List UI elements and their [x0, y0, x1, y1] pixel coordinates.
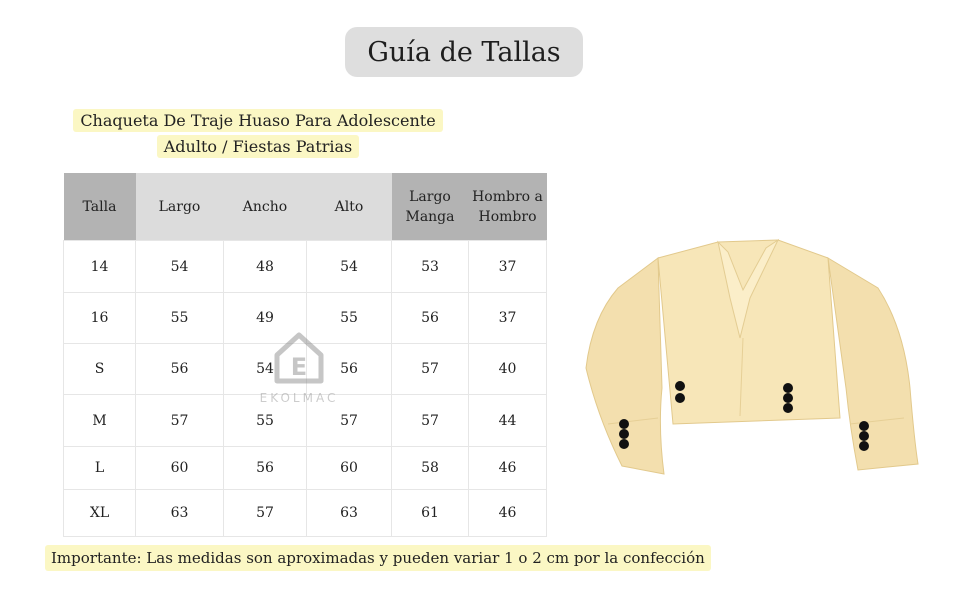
cell-ancho: 57 — [224, 490, 307, 537]
header-largo-manga-line-1: Largo — [409, 188, 451, 205]
button-dot — [859, 431, 869, 441]
button-dot — [675, 381, 685, 391]
table-header-row — [64, 173, 547, 241]
button-dot — [619, 419, 629, 429]
cell-largo: 57 — [136, 395, 224, 447]
cell-alto: 57 — [307, 395, 392, 447]
cell-talla: XL — [64, 490, 136, 537]
important-note-text: Importante: Las medidas son aproximadas y pueden variar 1 o 2 cm por la confección — [45, 545, 711, 571]
cell-largo-manga: 57 — [392, 395, 469, 447]
cell-hombro: 44 — [469, 395, 547, 447]
cell-ancho: 55 — [224, 395, 307, 447]
cell-hombro: 46 — [469, 490, 547, 537]
cell-talla: S — [64, 344, 136, 395]
cell-hombro: 46 — [469, 447, 547, 490]
cell-talla: M — [64, 395, 136, 447]
button-dot — [619, 429, 629, 439]
header-ancho: Ancho — [224, 173, 307, 241]
cell-largo-manga: 57 — [392, 344, 469, 395]
cell-largo: 56 — [136, 344, 224, 395]
button-dot — [783, 403, 793, 413]
product-subtitle — [60, 108, 456, 160]
watermark — [244, 329, 354, 405]
important-note — [45, 549, 711, 567]
page-title — [345, 27, 583, 77]
cell-largo: 55 — [136, 293, 224, 344]
cell-largo: 60 — [136, 447, 224, 490]
cell-largo: 54 — [136, 241, 224, 293]
cell-hombro: 37 — [469, 241, 547, 293]
button-dot — [783, 383, 793, 393]
button-dot — [675, 393, 685, 403]
header-largo-manga — [392, 173, 469, 241]
page-title-text: Guía de Tallas — [367, 36, 561, 68]
button-dot — [859, 421, 869, 431]
cell-hombro: 37 — [469, 293, 547, 344]
cell-largo-manga: 53 — [392, 241, 469, 293]
cell-talla: 14 — [64, 241, 136, 293]
button-dot — [859, 441, 869, 451]
header-largo: Largo — [136, 173, 224, 241]
header-hombro-line-2: Hombro — [478, 208, 537, 225]
header-talla: Talla — [64, 173, 136, 241]
house-logo-icon — [271, 329, 327, 385]
table-row — [64, 447, 547, 490]
cell-alto: 56 — [307, 344, 392, 395]
cell-largo-manga: 56 — [392, 293, 469, 344]
cell-ancho: 54 — [224, 344, 307, 395]
table-row — [64, 241, 547, 293]
cell-alto: 54 — [307, 241, 392, 293]
cell-ancho: 48 — [224, 241, 307, 293]
cell-ancho: 49 — [224, 293, 307, 344]
cell-alto: 63 — [307, 490, 392, 537]
cell-talla: 16 — [64, 293, 136, 344]
cell-alto: 55 — [307, 293, 392, 344]
subtitle-line-1: Chaqueta De Traje Huaso Para Adolescente — [73, 109, 442, 132]
button-dot — [783, 393, 793, 403]
cell-largo-manga: 61 — [392, 490, 469, 537]
header-hombro — [469, 173, 547, 241]
cell-hombro: 40 — [469, 344, 547, 395]
cell-ancho: 56 — [224, 447, 307, 490]
header-hombro-line-1: Hombro a — [472, 188, 543, 205]
subtitle-line-2: Adulto / Fiestas Patrias — [157, 135, 360, 158]
cell-talla: L — [64, 447, 136, 490]
cell-alto: 60 — [307, 447, 392, 490]
watermark-letter: E — [290, 353, 308, 381]
cell-largo: 63 — [136, 490, 224, 537]
table-row — [64, 490, 547, 537]
header-largo-manga-line-2: Manga — [405, 208, 455, 225]
button-dot — [619, 439, 629, 449]
watermark-text: EKOLMAC — [259, 391, 339, 405]
jacket-image — [578, 228, 923, 478]
header-alto: Alto — [307, 173, 392, 241]
cell-largo-manga: 58 — [392, 447, 469, 490]
